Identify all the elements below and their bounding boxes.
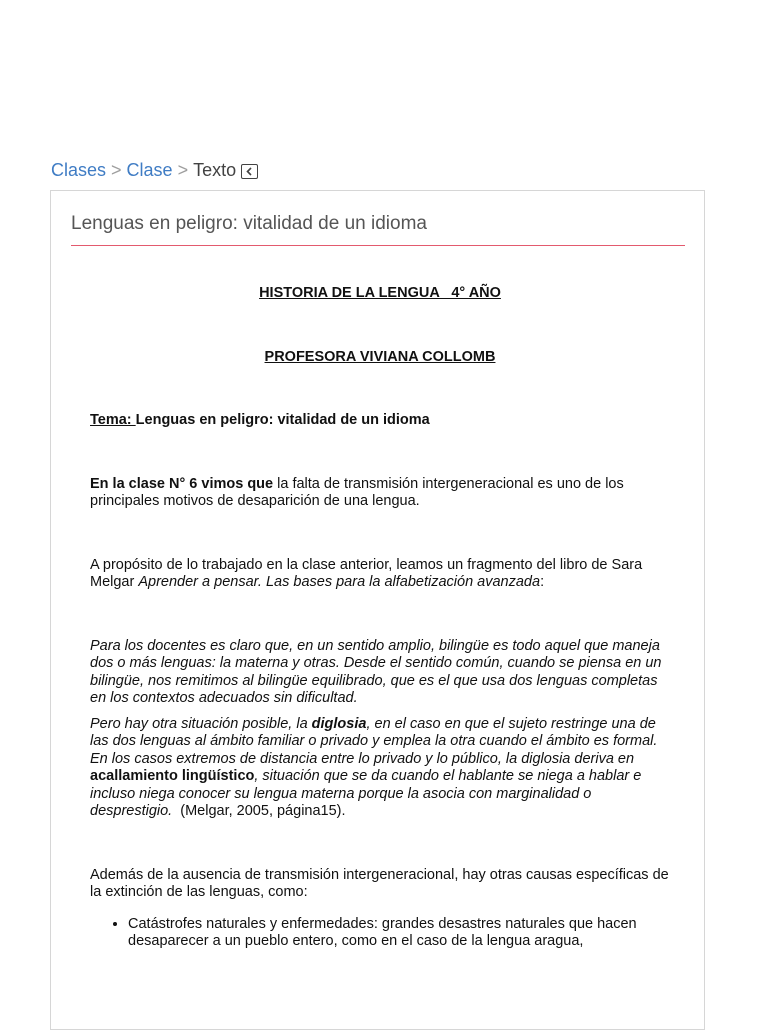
p2-end: : [540, 574, 545, 590]
card-title: Lenguas en peligro: vitalidad de un idioma [71, 213, 685, 246]
p2-book-title: Aprender a pensar. Las bases para la alfabetización avanzada [138, 574, 541, 590]
quote2-part-e: , situación que se da cuando el hablante se niega a hablar e incluso niega conocer su lengua materna porque la asocia con marginalidad o desprestigio. [90, 768, 642, 819]
quote2-part-c: , en el caso en que el sujeto restringe una de las dos lenguas al ámbito familiar o privado y emplea la otra cuando el ámbito es formal. En los casos extremos de distancia entre lo privado y lo público, la diglosia deriva en [90, 715, 658, 767]
collapse-back-icon[interactable] [241, 164, 258, 179]
list-item: • Catástrofes naturales y enfermedades: grandes desastres naturales que hacen desaparecer a un pueblo entero, como en el caso de la lengua aragua, [128, 916, 670, 951]
p1-rest: la falta de transmisión intergeneracional es uno de los principales motivos de desaparición de una lengua. [90, 475, 624, 509]
doc-quote-2 [90, 716, 670, 821]
breadcrumb-separator: > [111, 160, 122, 180]
breadcrumb-current: Texto [193, 160, 237, 180]
topic-label: Tema: [90, 412, 136, 428]
breadcrumb-link-clase[interactable]: Clase [126, 160, 173, 180]
doc-paragraph-3: Además de la ausencia de transmisión intergeneracional, hay otras causas específicas de la extinción de las lenguas, como: [90, 866, 669, 900]
doc-paragraph-1 [90, 476, 670, 511]
breadcrumb-link-clases[interactable]: Clases [51, 160, 107, 180]
doc-topic [90, 412, 670, 430]
doc-paragraph-2 [90, 557, 670, 592]
document-content [90, 285, 670, 951]
p2-start: A propósito de lo trabajado en la clase anterior, leamos un fragmento del libro de Sara Melgar [90, 556, 643, 590]
document-card [50, 190, 705, 1030]
doc-quote-1: Para los docentes es claro que, en un sentido amplio, bilingüe es todo aquel que maneja dos o más lenguas: la materna y otras. Desde el sentido común, cuando se piensa en un bilingüe, nos remitimos al bilingüe equilibrado, que es el que usa dos lenguas completas en los contextos adecuados sin dificultad. [90, 637, 662, 706]
quote2-citation: (Melgar, 2005, página15). [172, 803, 346, 819]
doc-heading-course: HISTORIA DE LA LENGUA 4° AÑO [259, 285, 501, 301]
quote2-acallamiento: acallamiento lingüístico [90, 768, 255, 784]
breadcrumb [51, 158, 258, 182]
causes-list [90, 916, 670, 951]
p1-bold: En la clase N° 6 vimos que [90, 475, 274, 492]
topic-text: Lenguas en peligro: vitalidad de un idioma [135, 412, 430, 428]
doc-heading-teacher: PROFESORA VIVIANA COLLOMB [264, 348, 496, 365]
quote2-part-a: Pero hay otra situación posible, la [90, 715, 312, 732]
quote2-diglosia: diglosia [311, 715, 367, 732]
breadcrumb-separator: > [177, 160, 189, 180]
